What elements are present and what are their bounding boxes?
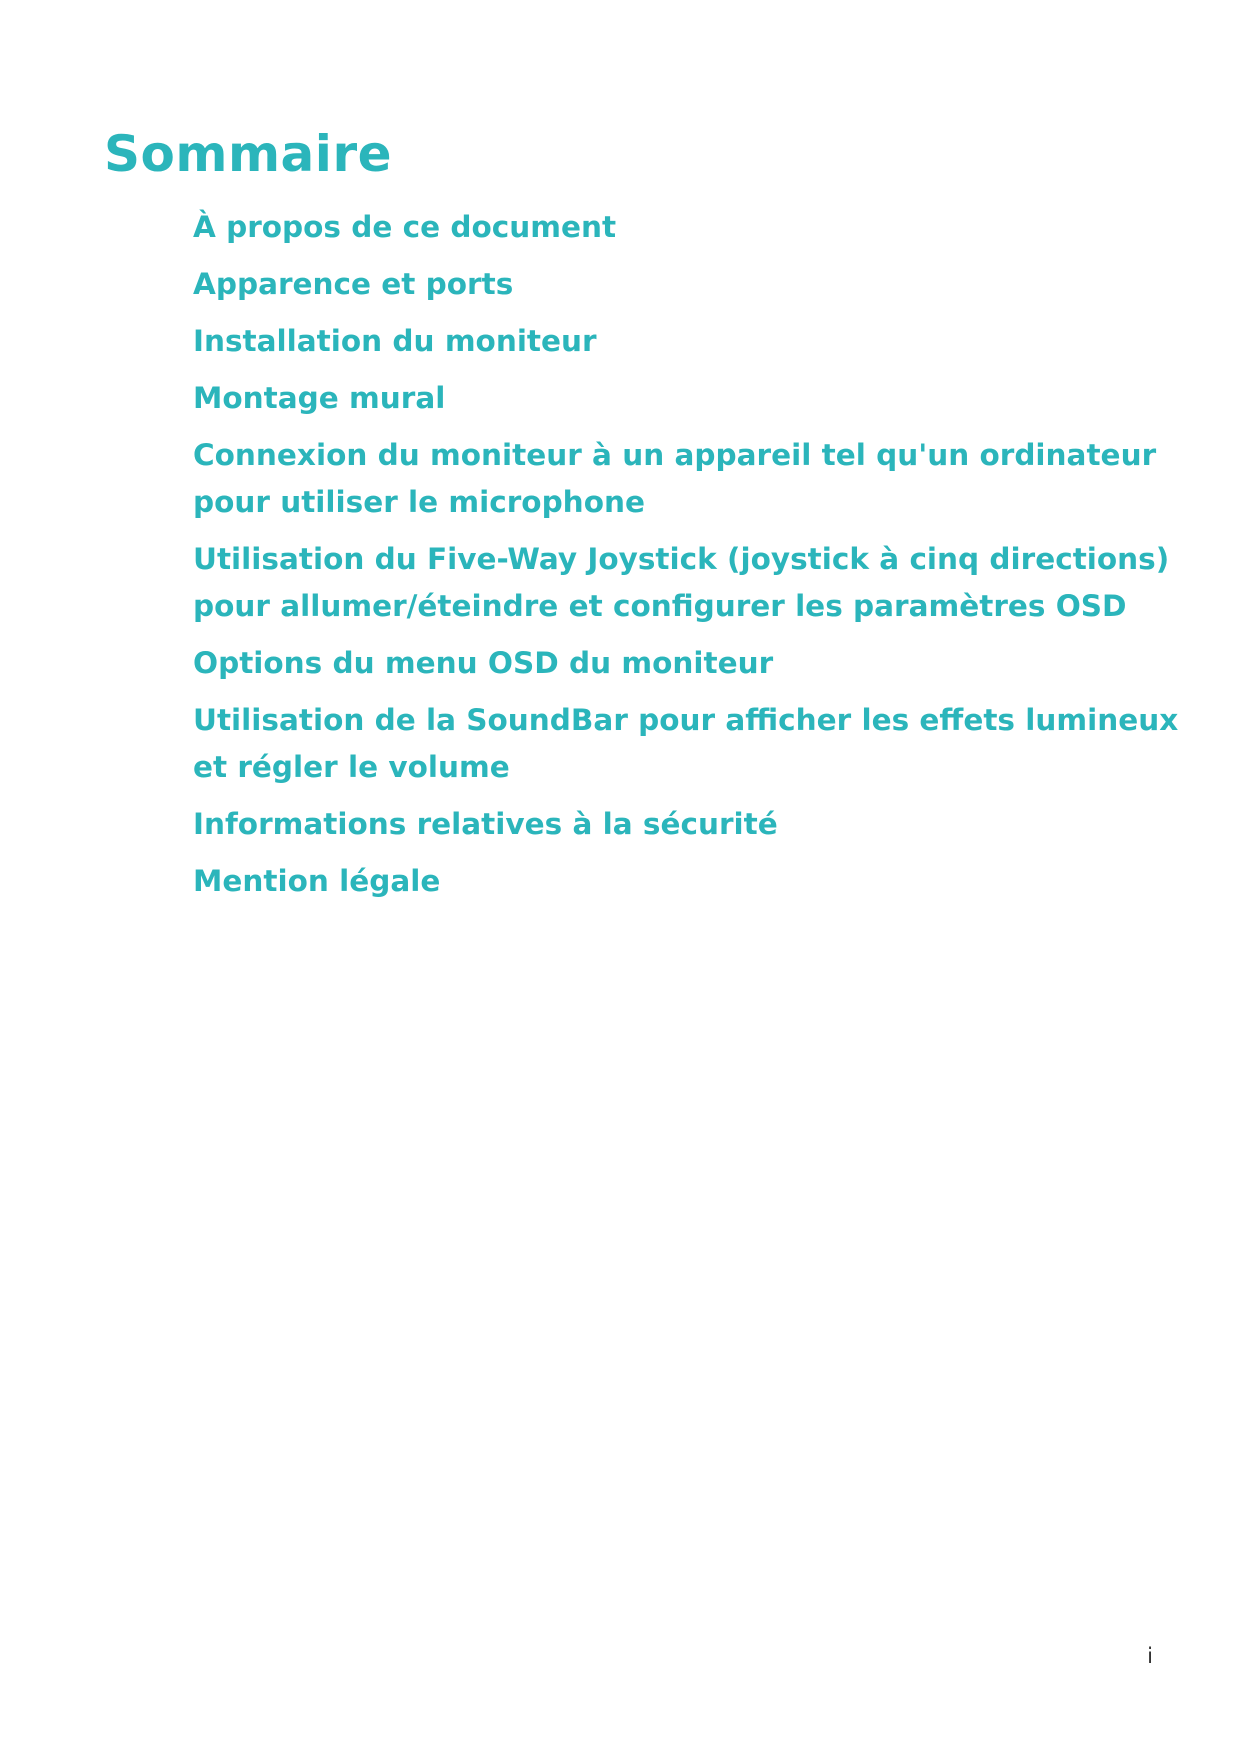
toc-item-label: Utilisation de la SoundBar pour afficher les effets lumineux [193,703,1179,737]
toc-item-label-continued: et régler le volume [193,750,510,784]
toc-item-mention-legale[interactable] [193,858,1113,905]
toc-item-label: Connexion du moniteur à un appareil tel qu'un ordinateur [193,438,1157,472]
toc-item-label-continued: pour utiliser le microphone [193,485,645,519]
toc-item-securite[interactable] [193,801,1113,848]
toc-item-label: Options du menu OSD du moniteur [193,646,774,680]
toc-item-label: Montage mural [193,381,446,415]
toc-item-label: Apparence et ports [193,267,514,301]
toc-item-label: Informations relatives à la sécurité [193,807,778,841]
toc-item-montage-mural[interactable] [193,375,1113,422]
toc-item-label-continued: pour allumer/éteindre et configurer les paramètres OSD [193,589,1127,623]
page-title: Sommaire [104,125,393,183]
toc-item-options-menu-osd[interactable] [193,640,1113,687]
page-number: i [1147,1644,1153,1668]
toc-item-five-way-joystick[interactable] [193,536,1170,630]
toc-item-apparence-ports[interactable] [193,261,1113,308]
toc-item-soundbar[interactable] [193,697,1179,791]
toc-item-label: À propos de ce document [193,210,617,244]
table-of-contents [193,204,1179,915]
toc-item-installation[interactable] [193,318,1113,365]
toc-item-label: Installation du moniteur [193,324,597,358]
toc-item-a-propos[interactable] [193,204,1113,251]
toc-item-label: Mention légale [193,864,441,898]
toc-item-label: Utilisation du Five-Way Joystick (joystick à cinq directions) [193,542,1170,576]
toc-item-connexion-microphone[interactable] [193,432,1157,526]
